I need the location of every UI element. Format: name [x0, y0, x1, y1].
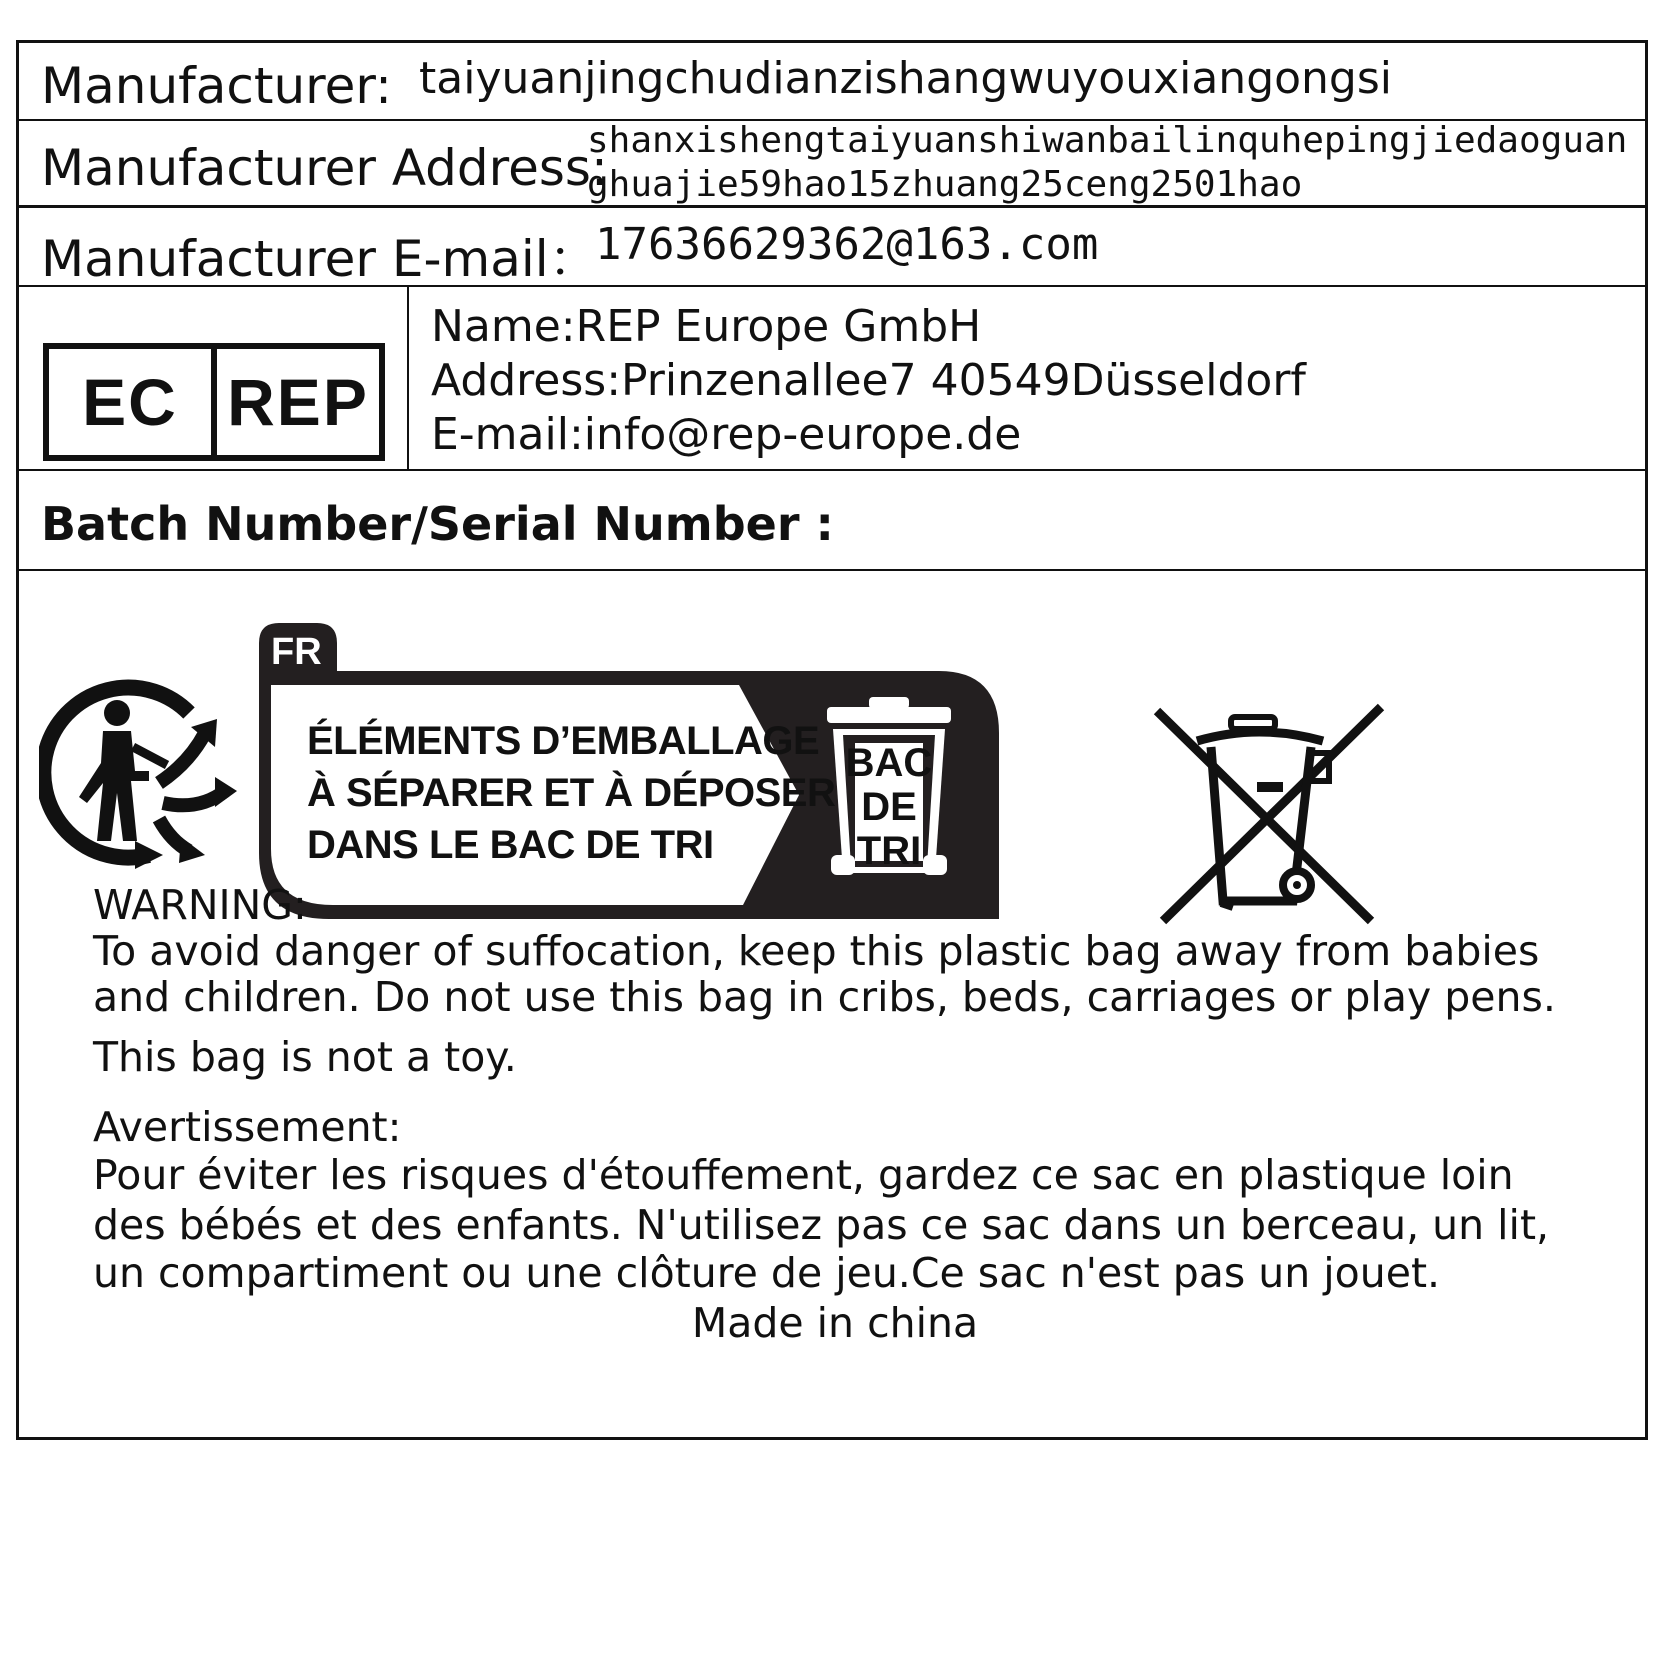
- address-line-2: ghuajie59hao15zhuang25ceng2501hao: [587, 164, 1303, 205]
- triman-line-3: DANS LE BAC DE TRI: [307, 823, 714, 867]
- batch-label: Batch Number/Serial Number :: [41, 497, 834, 551]
- avertissement-line-3: un compartiment ou une clôture de jeu.Ce sac n'est pas un jouet.: [93, 1249, 1441, 1297]
- triman-line-1: ÉLÉMENTS D’EMBALLAGE: [307, 719, 820, 763]
- warning-line-1: To avoid danger of suffocation, keep this plastic bag away from babies: [93, 927, 1540, 975]
- triman-instructions: [307, 715, 835, 871]
- manufacturer-value: taiyuanjingchudianzishangwuyouxiangongsi: [419, 53, 1393, 104]
- triman-info-block: [259, 623, 1019, 919]
- bin-line-2: DE: [861, 785, 917, 829]
- manufacturer-label: Manufacturer:: [41, 57, 392, 115]
- product-label: [16, 40, 1648, 1440]
- triman-recycle-icon: [39, 673, 239, 873]
- avertissement-line-1: Pour éviter les risques d'étouffement, gardez ce sac en plastique loin: [93, 1151, 1514, 1199]
- divider: [19, 285, 1645, 287]
- triman-line-2: À SÉPARER ET À DÉPOSER: [307, 771, 836, 815]
- made-in-label: Made in china: [691, 1299, 979, 1347]
- rep-email: E-mail:info@rep-europe.de: [431, 409, 1022, 460]
- divider: [19, 205, 1645, 208]
- email-value: 17636629362@163.com: [595, 219, 1099, 270]
- email-label: Manufacturer E-mail：: [41, 230, 599, 288]
- divider: [407, 285, 409, 469]
- divider: [19, 569, 1645, 571]
- divider: [19, 469, 1645, 471]
- avertissement-line-2: des bébés et des enfants. N'utilisez pas ce sac dans un berceau, un lit,: [93, 1201, 1550, 1249]
- bin-line-1: BAC: [845, 741, 933, 785]
- ec-rep-symbol: [43, 343, 385, 461]
- warning-heading: WARNING:: [93, 881, 307, 929]
- rep-text: REP: [211, 349, 379, 455]
- address-label: Manufacturer Address:: [41, 139, 608, 197]
- rep-name: Name:REP Europe GmbH: [431, 301, 982, 352]
- rep-address: Address:Prinzenallee7 40549Düsseldorf: [431, 355, 1306, 406]
- bin-line-3: TRI: [856, 829, 922, 873]
- crossed-out-wheelie-bin-icon: [1149, 703, 1389, 943]
- avertissement-heading: Avertissement:: [93, 1103, 402, 1151]
- warning-line-2: and children. Do not use this bag in cribs, beds, carriages or play pens.: [93, 973, 1556, 1021]
- warning-line-3: This bag is not a toy.: [93, 1033, 517, 1081]
- ec-text: EC: [82, 365, 178, 439]
- address-line-1: shanxishengtaiyuanshiwanbailinquhepingjiedaoguan: [587, 120, 1628, 161]
- country-code: FR: [271, 631, 322, 673]
- bin-label: [834, 741, 944, 873]
